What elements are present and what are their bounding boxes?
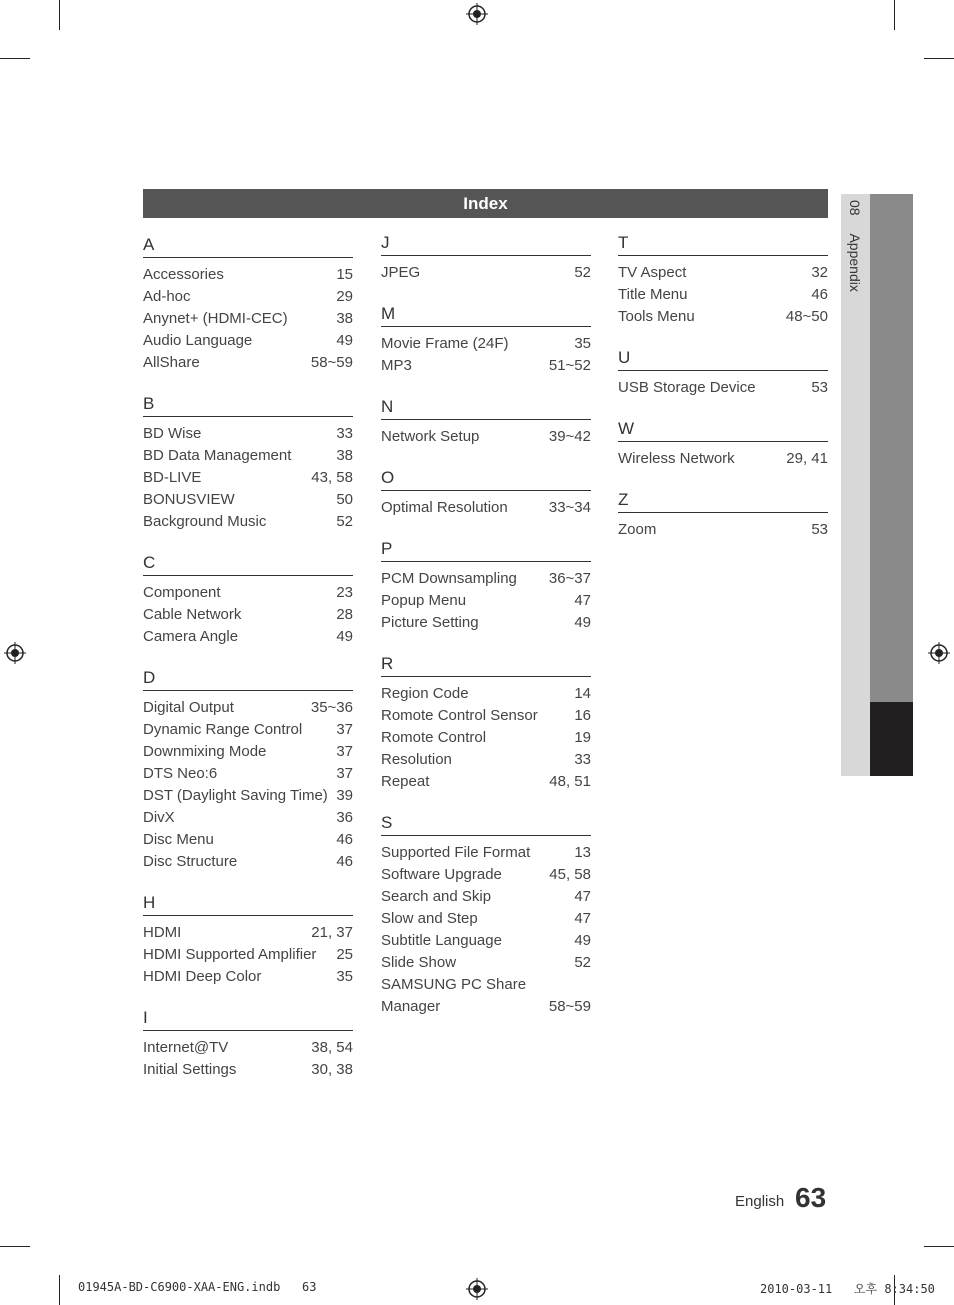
entry-term: Component (143, 584, 221, 601)
section-divider (381, 835, 591, 836)
entry-page: 52 (336, 513, 353, 530)
index-entry (143, 1037, 353, 1059)
index-entry (381, 590, 591, 612)
section-letter: Z (618, 490, 629, 509)
entry-page: 49 (336, 628, 353, 645)
entry-term: MP3 (381, 357, 412, 374)
index-section (618, 346, 828, 399)
index-section (381, 811, 591, 1018)
entry-term: DivX (143, 809, 175, 826)
entry-page: 48~50 (785, 308, 828, 325)
section-divider (618, 512, 828, 513)
index-entry (381, 974, 591, 996)
index-section (143, 551, 353, 648)
index-entry (143, 308, 353, 330)
index-section (143, 233, 353, 374)
side-tab-marker (870, 702, 913, 776)
entry-term: Disc Menu (143, 831, 214, 848)
section-letter: H (143, 893, 156, 912)
entry-page: 35 (336, 968, 353, 985)
index-entry (143, 352, 353, 374)
index-column (143, 233, 353, 1099)
index-entry (618, 448, 828, 470)
entry-page: 39~42 (548, 428, 591, 445)
entry-term: BD Wise (143, 425, 202, 442)
index-entry (381, 568, 591, 590)
entry-page: 49 (336, 332, 353, 349)
entry-term: Accessories (143, 266, 224, 283)
registration-mark-icon (4, 642, 26, 664)
section-divider (618, 255, 828, 256)
section-letter: C (143, 553, 156, 572)
section-letter: P (381, 539, 393, 558)
index-entry (143, 829, 353, 851)
entry-page: 33 (336, 425, 353, 442)
entry-page: 36~37 (548, 570, 591, 587)
registration-mark-icon (928, 642, 950, 664)
crop-mark (0, 58, 30, 59)
entry-term: Movie Frame (24F) (381, 335, 509, 352)
index-entry (381, 497, 591, 519)
entry-page: 52 (574, 954, 591, 971)
index-section (381, 302, 591, 377)
entry-page: 37 (336, 765, 353, 782)
registration-mark-icon (466, 1278, 488, 1300)
entry-term: Slow and Step (381, 910, 478, 927)
entry-page: 23 (336, 584, 353, 601)
entry-page: 35~36 (310, 699, 353, 716)
index-section (381, 466, 591, 519)
index-section (381, 652, 591, 793)
entry-page: 51~52 (548, 357, 591, 374)
entry-page: 38 (336, 310, 353, 327)
entry-page: 37 (336, 743, 353, 760)
entry-term: DST (Daylight Saving Time) (143, 787, 328, 804)
footer-language: English (735, 1193, 785, 1210)
index-entry (143, 511, 353, 533)
index-entry (381, 426, 591, 448)
section-divider (381, 326, 591, 327)
section-divider (381, 676, 591, 677)
chapter-title: Appendix (847, 233, 863, 292)
index-entry (143, 851, 353, 873)
entry-term: Disc Structure (143, 853, 238, 870)
section-letter: W (618, 419, 635, 438)
index-entry (381, 705, 591, 727)
entry-term: Background Music (143, 513, 267, 530)
entry-page: 29, 41 (786, 450, 828, 467)
entry-term: Repeat (381, 773, 430, 790)
entry-term: BD-LIVE (143, 469, 202, 486)
crop-mark (894, 0, 895, 30)
entry-page: 52 (574, 264, 591, 281)
entry-term: Tools Menu (618, 308, 695, 325)
entry-term: Popup Menu (381, 592, 467, 609)
index-entry (381, 771, 591, 793)
entry-term: Wireless Network (618, 450, 735, 467)
section-divider (143, 257, 353, 258)
index-column (618, 231, 828, 559)
crop-mark (924, 1246, 954, 1247)
index-entry (143, 741, 353, 763)
entry-term: SAMSUNG PC Share (381, 976, 527, 993)
entry-page: 13 (574, 844, 591, 861)
index-entry (143, 264, 353, 286)
index-column (381, 231, 591, 1036)
section-letter: O (381, 468, 395, 487)
entry-page: 58~59 (310, 354, 353, 371)
entry-term: JPEG (381, 264, 421, 281)
entry-page: 50 (336, 491, 353, 508)
entry-term: Audio Language (143, 332, 253, 349)
entry-page: 30, 38 (311, 1061, 353, 1078)
print-slug-file: 01945A-BD-C6900-XAA-ENG.indb 63 (78, 1280, 317, 1294)
entry-term: Software Upgrade (381, 866, 502, 883)
index-entry (381, 842, 591, 864)
index-entry (381, 886, 591, 908)
entry-page: 39 (336, 787, 353, 804)
index-entry (618, 262, 828, 284)
entry-term: USB Storage Device (618, 379, 756, 396)
index-entry (381, 930, 591, 952)
entry-page: 15 (336, 266, 353, 283)
side-tab-block (870, 194, 913, 702)
section-divider (618, 441, 828, 442)
section-letter: M (381, 304, 396, 323)
index-section (143, 1006, 353, 1081)
entry-term: Romote Control Sensor (381, 707, 538, 724)
section-letter: R (381, 654, 394, 673)
index-entry (381, 683, 591, 705)
index-entry (381, 749, 591, 771)
entry-term: Camera Angle (143, 628, 239, 645)
registration-mark-icon (466, 3, 488, 25)
section-divider (381, 255, 591, 256)
entry-term: PCM Downsampling (381, 570, 517, 587)
index-entry (618, 519, 828, 541)
section-letter: J (381, 233, 390, 252)
entry-page: 53 (811, 521, 828, 538)
entry-term: Search and Skip (381, 888, 492, 905)
index-entry (143, 445, 353, 467)
index-section (618, 231, 828, 328)
entry-page: 35 (574, 335, 591, 352)
index-section (143, 891, 353, 988)
entry-page: 32 (811, 264, 828, 281)
entry-term: TV Aspect (618, 264, 687, 281)
index-section (618, 417, 828, 470)
entry-page: 25 (336, 946, 353, 963)
entry-term: Title Menu (618, 286, 688, 303)
index-entry (381, 612, 591, 634)
index-entry (143, 697, 353, 719)
section-letter: S (381, 813, 393, 832)
crop-mark (59, 1275, 60, 1305)
index-entry (143, 330, 353, 352)
entry-page: 21, 37 (311, 924, 353, 941)
entry-term: Digital Output (143, 699, 234, 716)
entry-page: 49 (574, 932, 591, 949)
entry-term: Subtitle Language (381, 932, 502, 949)
entry-page: 46 (811, 286, 828, 303)
index-entry (143, 922, 353, 944)
section-letter: A (143, 235, 155, 254)
page-title: Index (143, 189, 828, 218)
section-divider (381, 490, 591, 491)
entry-term: Dynamic Range Control (143, 721, 303, 738)
entry-page: 36 (336, 809, 353, 826)
index-entry (143, 966, 353, 988)
index-entry (143, 763, 353, 785)
entry-term: Region Code (381, 685, 469, 702)
index-entry (143, 1059, 353, 1081)
index-entry (143, 604, 353, 626)
index-section (381, 395, 591, 448)
entry-term: Romote Control (381, 729, 487, 746)
index-entry (143, 944, 353, 966)
entry-term: AllShare (143, 354, 200, 371)
index-section (381, 537, 591, 634)
section-letter: I (143, 1008, 148, 1027)
index-entry (618, 306, 828, 328)
entry-page: 48, 51 (549, 773, 591, 790)
section-letter: D (143, 668, 156, 687)
section-divider (381, 561, 591, 562)
entry-term: BD Data Management (143, 447, 292, 464)
entry-page: 19 (574, 729, 591, 746)
page-number: 63 (795, 1182, 827, 1213)
section-letter: U (618, 348, 631, 367)
index-entry (381, 908, 591, 930)
chapter-label (847, 200, 863, 292)
entry-term: HDMI Deep Color (143, 968, 262, 985)
section-divider (381, 419, 591, 420)
index-entry (143, 582, 353, 604)
entry-term: Manager (381, 998, 441, 1015)
index-entry (143, 785, 353, 807)
entry-term: HDMI (143, 924, 182, 941)
entry-term: Initial Settings (143, 1061, 237, 1078)
section-divider (618, 370, 828, 371)
entry-page: 14 (574, 685, 591, 702)
entry-page: 29 (336, 288, 353, 305)
entry-term: DTS Neo:6 (143, 765, 218, 782)
section-letter: N (381, 397, 394, 416)
section-letter: B (143, 394, 155, 413)
index-entry (143, 489, 353, 511)
entry-term: Cable Network (143, 606, 242, 623)
entry-term: Slide Show (381, 954, 457, 971)
entry-page: 47 (574, 888, 591, 905)
section-divider (143, 416, 353, 417)
entry-page: 16 (574, 707, 591, 724)
chapter-number: 08 (847, 200, 863, 216)
print-slug-date: 2010-03-11 오후 8:34:50 (760, 1282, 935, 1296)
index-section (143, 666, 353, 873)
section-divider (143, 915, 353, 916)
section-divider (143, 1030, 353, 1031)
entry-page: 53 (811, 379, 828, 396)
index-entry (381, 952, 591, 974)
entry-page: 47 (574, 910, 591, 927)
entry-term: HDMI Supported Amplifier (143, 946, 317, 963)
entry-term: Picture Setting (381, 614, 479, 631)
entry-page: 33 (574, 751, 591, 768)
entry-term: Internet@TV (143, 1039, 229, 1056)
entry-page: 37 (336, 721, 353, 738)
index-entry (381, 333, 591, 355)
index-entry (143, 286, 353, 308)
index-entry (381, 262, 591, 284)
entry-page: 58~59 (548, 998, 591, 1015)
index-entry (143, 423, 353, 445)
index-entry (618, 377, 828, 399)
entry-term: Optimal Resolution (381, 499, 508, 516)
entry-page: 38, 54 (311, 1039, 353, 1056)
index-entry (381, 996, 591, 1018)
entry-term: Resolution (381, 751, 452, 768)
index-section (381, 231, 591, 284)
section-divider (143, 690, 353, 691)
entry-page: 28 (336, 606, 353, 623)
entry-page: 33~34 (548, 499, 591, 516)
crop-mark (59, 0, 60, 30)
index-section (618, 488, 828, 541)
index-entry (381, 355, 591, 377)
index-entry (143, 626, 353, 648)
entry-page: 46 (336, 831, 353, 848)
entry-term: Downmixing Mode (143, 743, 267, 760)
entry-page: 38 (336, 447, 353, 464)
index-entry (143, 467, 353, 489)
index-section (143, 392, 353, 533)
index-entry (381, 727, 591, 749)
entry-page: 43, 58 (311, 469, 353, 486)
entry-page: 47 (574, 592, 591, 609)
index-entry (143, 807, 353, 829)
section-divider (143, 575, 353, 576)
crop-mark (0, 1246, 30, 1247)
entry-page: 45, 58 (549, 866, 591, 883)
entry-term: Supported File Format (381, 844, 531, 861)
entry-term: Zoom (618, 521, 657, 538)
section-letter: T (618, 233, 629, 252)
index-entry (143, 719, 353, 741)
crop-mark (924, 58, 954, 59)
entry-page: 49 (574, 614, 591, 631)
entry-page: 46 (336, 853, 353, 870)
entry-term: BONUSVIEW (143, 491, 235, 508)
entry-term: Anynet+ (HDMI-CEC) (143, 310, 288, 327)
index-entry (381, 864, 591, 886)
index-entry (618, 284, 828, 306)
entry-term: Network Setup (381, 428, 480, 445)
entry-term: Ad-hoc (143, 288, 191, 305)
